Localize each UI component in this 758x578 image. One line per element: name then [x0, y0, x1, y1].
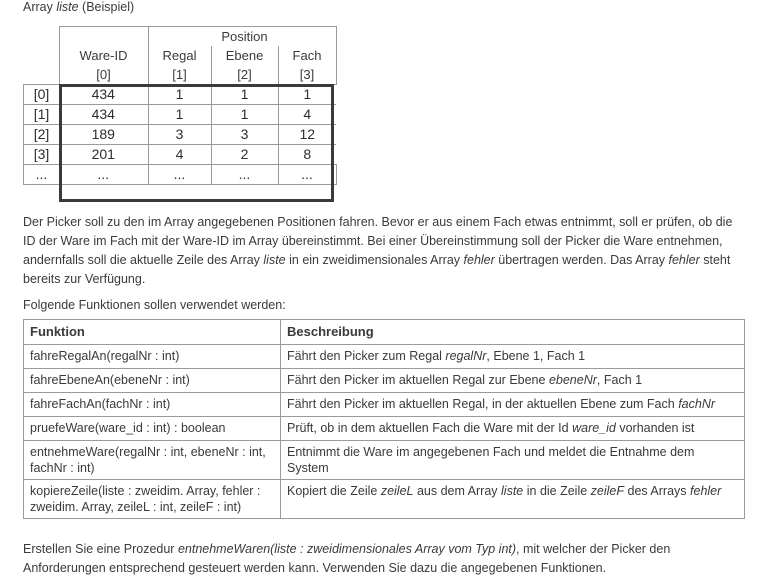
array-row	[24, 145, 337, 165]
function-description: Entnimmt die Ware im angegebenen Fach und meldet die Entnahme dem System	[281, 441, 745, 480]
cell: 1	[278, 85, 336, 105]
array-row	[24, 125, 337, 145]
cell: ...	[278, 165, 336, 185]
function-description: Fährt den Picker im aktuellen Regal, in der aktuellen Ebene zum Fach fachNr	[281, 393, 745, 417]
col-index-0: [0]	[59, 65, 148, 85]
function-row	[24, 393, 745, 417]
col-index-3: [3]	[278, 65, 336, 85]
cell: 3	[148, 125, 211, 145]
function-signature: pruefeWare(ware_id : int) : boolean	[24, 417, 281, 441]
cell: 1	[148, 85, 211, 105]
function-row	[24, 480, 745, 519]
cell: 8	[278, 145, 336, 165]
function-signature: fahreEbeneAn(ebeneNr : int)	[24, 369, 281, 393]
header-function: Funktion	[24, 320, 281, 345]
col-header-fach: Fach	[278, 46, 336, 65]
col-index-2: [2]	[211, 65, 278, 85]
function-signature: entnehmeWare(regalNr : int, ebeneNr : int, fachNr : int)	[24, 441, 281, 480]
cell: 3	[211, 125, 278, 145]
function-signature: kopiereZeile(liste : zweidim. Array, fehler : zweidim. Array, zeileL : int, zeileF : int)	[24, 480, 281, 519]
cell: 434	[59, 105, 148, 125]
function-row	[24, 441, 745, 480]
array-name: liste	[56, 0, 79, 14]
cell: 12	[278, 125, 336, 145]
function-description: Prüft, ob in dem aktuellen Fach die Ware mit der Id ware_id vorhanden ist	[281, 417, 745, 441]
function-description: Kopiert die Zeile zeileL aus dem Array liste in die Zeile zeileF des Arrays fehler	[281, 480, 745, 519]
cell: ...	[148, 165, 211, 185]
cell: 1	[211, 85, 278, 105]
array-row	[24, 85, 337, 105]
cell: 434	[59, 85, 148, 105]
row-index: [3]	[24, 145, 60, 165]
cell: 1	[211, 105, 278, 125]
col-header-regal: Regal	[148, 46, 211, 65]
row-index: [1]	[24, 105, 60, 125]
array-table	[23, 26, 337, 185]
array-row	[24, 105, 337, 125]
position-header: Position	[211, 27, 278, 47]
paragraph-intro: Der Picker soll zu den im Array angegebenen Positionen fahren. Bevor er aus einem Fach etwas entnimmt, soll er prüfen, ob die ID der Ware im Fach mit der Ware-ID im Array übereinstimmt. Bei einer Übereinstimmung soll der Picker die Ware entnehmen, andernfalls soll die aktuelle Zeile des Array liste in ein zweidimensionales Array fehler übertragen werden. Das Array fehler steht bereits zur Verfügung.	[23, 215, 733, 286]
cell: 2	[211, 145, 278, 165]
cell: 189	[59, 125, 148, 145]
function-row	[24, 417, 745, 441]
cell: ...	[59, 165, 148, 185]
functions-table	[23, 319, 745, 519]
function-signature: fahreFachAn(fachNr : int)	[24, 393, 281, 417]
function-description: Fährt den Picker im aktuellen Regal zur Ebene ebeneNr, Fach 1	[281, 369, 745, 393]
function-row	[24, 369, 745, 393]
paragraph-task: Erstellen Sie eine Prozedur entnehmeWaren(liste : zweidimensionales Array vom Typ int), mit welcher der Picker den Anforderungen entsprechend gesteuert werden kann. Verwenden Sie dazu die angegebenen Funktionen.	[23, 542, 671, 575]
row-index: ...	[24, 165, 60, 185]
row-index: [2]	[24, 125, 60, 145]
header-description: Beschreibung	[281, 320, 745, 345]
cell: 4	[278, 105, 336, 125]
cell: 4	[148, 145, 211, 165]
function-row	[24, 345, 745, 369]
array-caption: Array liste (Beispiel)	[23, 0, 135, 14]
function-description: Fährt den Picker zum Regal regalNr, Ebene 1, Fach 1	[281, 345, 745, 369]
col-header-ebene: Ebene	[211, 46, 278, 65]
array-row	[24, 165, 337, 185]
col-header-ware-id: Ware-ID	[59, 46, 148, 65]
col-index-1: [1]	[148, 65, 211, 85]
cell: 1	[148, 105, 211, 125]
row-index: [0]	[24, 85, 60, 105]
cell: ...	[211, 165, 278, 185]
cell: 201	[59, 145, 148, 165]
function-signature: fahreRegalAn(regalNr : int)	[24, 345, 281, 369]
paragraph-functions-intro: Folgende Funktionen sollen verwendet werden:	[23, 298, 286, 312]
